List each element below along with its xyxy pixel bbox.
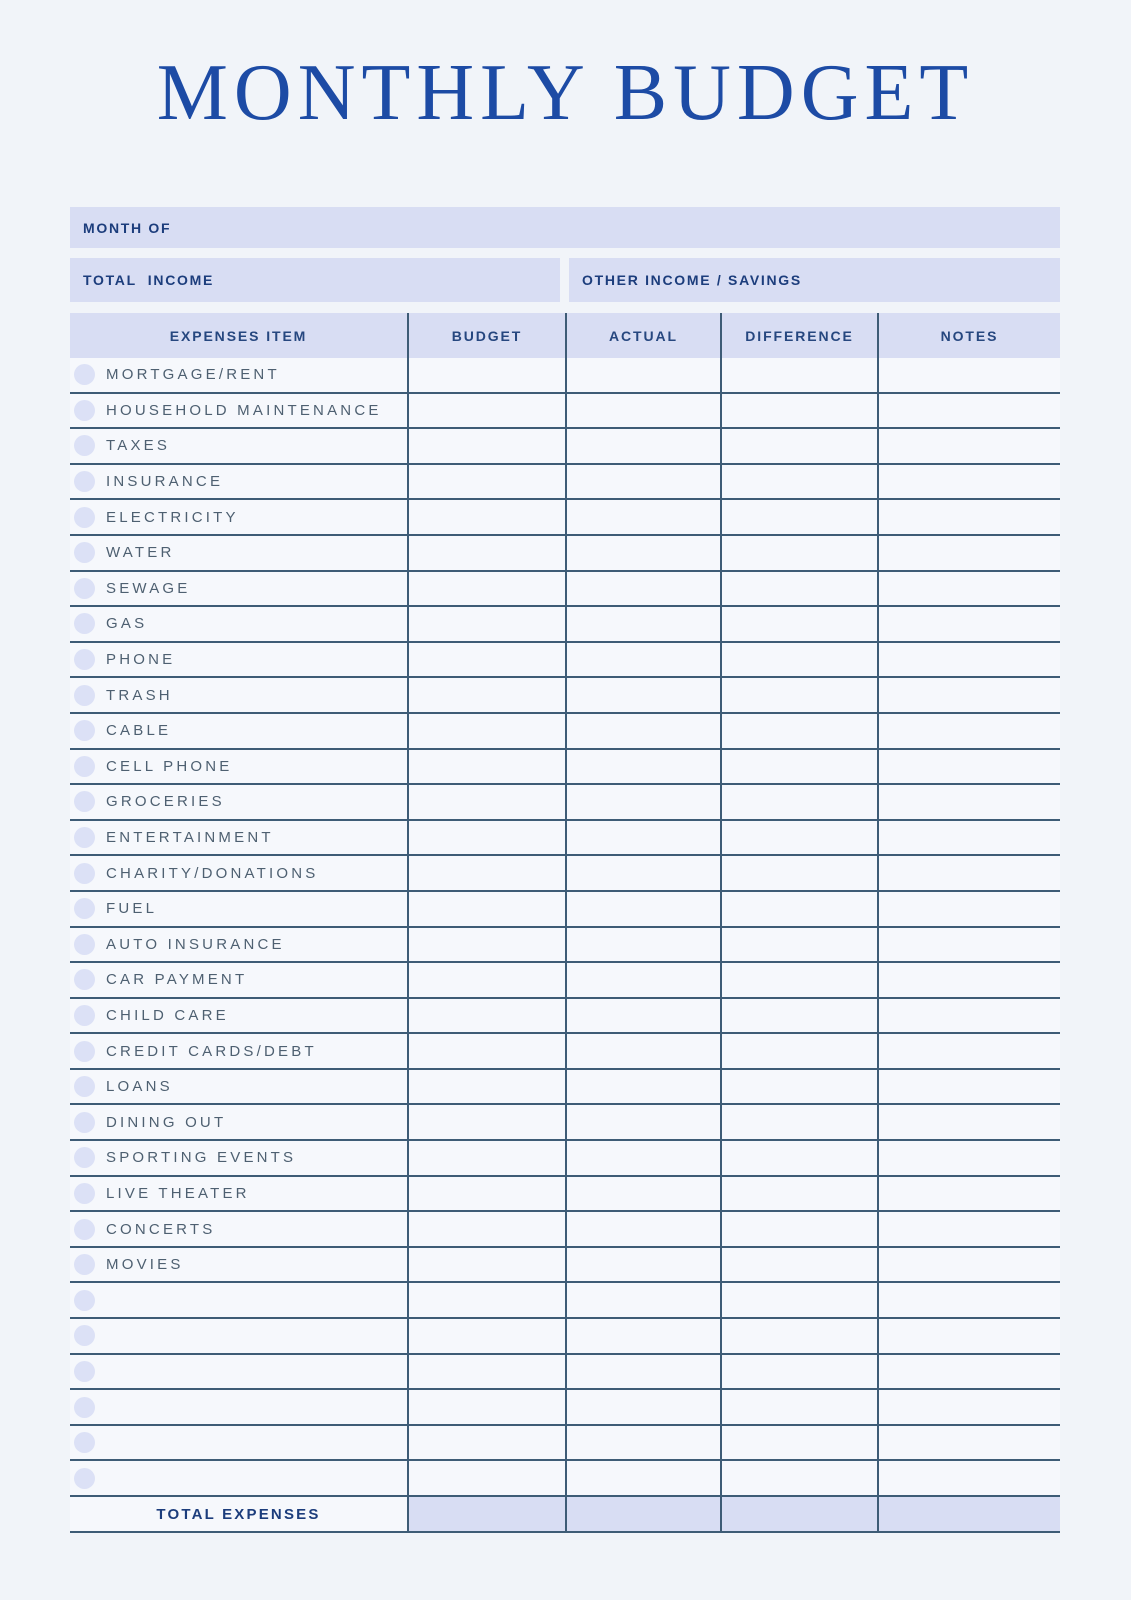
expense-item-cell (70, 1141, 407, 1175)
bullet-circle-icon (74, 1219, 95, 1240)
month-of-label: MONTH OF (83, 219, 172, 236)
expense-item-label: MORTGAGE/RENT (106, 366, 280, 384)
expense-item-cell (70, 1177, 407, 1211)
total-actual-cell[interactable] (565, 1497, 720, 1531)
budget-cell[interactable] (407, 1319, 565, 1353)
notes-cell[interactable] (877, 1248, 1060, 1282)
budget-cell[interactable] (407, 465, 565, 499)
expense-item-label: TAXES (106, 437, 171, 455)
notes-cell[interactable] (877, 1461, 1060, 1495)
actual-cell[interactable] (565, 607, 720, 641)
bullet-circle-icon (74, 827, 95, 848)
header-budget: BUDGET (407, 313, 565, 358)
table-row (70, 500, 1060, 536)
header-notes: NOTES (877, 313, 1060, 358)
expenses-table (70, 313, 1060, 1533)
expense-item-cell (70, 536, 407, 570)
table-row (70, 821, 1060, 857)
expense-item-cell (70, 678, 407, 712)
bullet-circle-icon (74, 969, 95, 990)
actual-cell[interactable] (565, 643, 720, 677)
expense-item-label: GROCERIES (106, 793, 225, 811)
budget-cell[interactable] (407, 1283, 565, 1317)
difference-cell[interactable] (720, 1283, 877, 1317)
expense-item-label: CHILD CARE (106, 1006, 229, 1024)
page-title: MONTHLY BUDGET (156, 49, 975, 137)
budget-cell[interactable] (407, 821, 565, 855)
difference-cell[interactable] (720, 1248, 877, 1282)
bullet-circle-icon (74, 507, 95, 528)
table-header-row (70, 313, 1060, 358)
expense-item-cell (70, 1034, 407, 1068)
expense-item-label: TRASH (106, 686, 173, 704)
budget-cell[interactable] (407, 643, 565, 677)
difference-cell[interactable] (720, 1390, 877, 1424)
actual-cell[interactable] (565, 1461, 720, 1495)
budget-cell[interactable] (407, 1248, 565, 1282)
bullet-circle-icon (74, 613, 95, 634)
expense-item-cell (70, 607, 407, 641)
table-row (70, 928, 1060, 964)
actual-cell[interactable] (565, 1141, 720, 1175)
total-expenses-row (70, 1497, 1060, 1533)
difference-cell[interactable] (720, 1426, 877, 1460)
table-row (70, 1355, 1060, 1391)
table-row (70, 358, 1060, 394)
expense-item-cell (70, 1355, 407, 1389)
actual-cell[interactable] (565, 963, 720, 997)
table-row (70, 1283, 1060, 1319)
difference-cell[interactable] (720, 536, 877, 570)
bullet-circle-icon (74, 1361, 95, 1382)
actual-cell[interactable] (565, 1212, 720, 1246)
difference-cell[interactable] (720, 394, 877, 428)
bullet-circle-icon (74, 1112, 95, 1133)
notes-cell[interactable] (877, 821, 1060, 855)
budget-cell[interactable] (407, 928, 565, 962)
expense-item-label: SEWAGE (106, 579, 191, 597)
table-row (70, 1212, 1060, 1248)
actual-cell[interactable] (565, 892, 720, 926)
budget-cell[interactable] (407, 1355, 565, 1389)
actual-cell[interactable] (565, 999, 720, 1033)
expense-item-cell (70, 1248, 407, 1282)
difference-cell[interactable] (720, 678, 877, 712)
difference-cell[interactable] (720, 1319, 877, 1353)
bullet-circle-icon (74, 1183, 95, 1204)
table-row (70, 1461, 1060, 1497)
expense-item-cell (70, 1283, 407, 1317)
budget-cell[interactable] (407, 500, 565, 534)
table-row (70, 643, 1060, 679)
expense-item-cell (70, 821, 407, 855)
table-row (70, 1034, 1060, 1070)
actual-cell[interactable] (565, 1177, 720, 1211)
bullet-circle-icon (74, 364, 95, 385)
total-income-label: TOTAL INCOME (83, 272, 214, 288)
budget-cell[interactable] (407, 714, 565, 748)
expense-item-label: WATER (106, 544, 175, 562)
expense-item-label: CELL PHONE (106, 757, 233, 775)
bullet-circle-icon (74, 720, 95, 741)
expense-item-cell (70, 999, 407, 1033)
total-expenses-label: TOTAL EXPENSES (156, 1505, 321, 1523)
actual-cell[interactable] (565, 1070, 720, 1104)
difference-cell[interactable] (720, 928, 877, 962)
actual-cell[interactable] (565, 1283, 720, 1317)
notes-cell[interactable] (877, 1426, 1060, 1460)
actual-cell[interactable] (565, 856, 720, 890)
expense-item-label: INSURANCE (106, 473, 224, 491)
notes-cell[interactable] (877, 1283, 1060, 1317)
notes-cell[interactable] (877, 678, 1060, 712)
expense-item-cell (70, 1461, 407, 1495)
table-row (70, 963, 1060, 999)
actual-cell[interactable] (565, 821, 720, 855)
notes-cell[interactable] (877, 500, 1060, 534)
notes-cell[interactable] (877, 1212, 1060, 1246)
budget-cell[interactable] (407, 1034, 565, 1068)
table-row (70, 892, 1060, 928)
expense-item-label: ENTERTAINMENT (106, 829, 274, 847)
total-budget-cell[interactable] (407, 1497, 565, 1531)
difference-cell[interactable] (720, 1070, 877, 1104)
expense-item-cell (70, 1390, 407, 1424)
bullet-circle-icon (74, 934, 95, 955)
expense-item-cell (70, 429, 407, 463)
actual-cell[interactable] (565, 678, 720, 712)
table-row (70, 1319, 1060, 1355)
expense-item-cell (70, 963, 407, 997)
expense-item-cell (70, 1319, 407, 1353)
budget-cell[interactable] (407, 1390, 565, 1424)
expense-item-label: HOUSEHOLD MAINTENANCE (106, 401, 382, 419)
table-row (70, 394, 1060, 430)
budget-cell[interactable] (407, 678, 565, 712)
table-row (70, 678, 1060, 714)
actual-cell[interactable] (565, 785, 720, 819)
header-actual: ACTUAL (565, 313, 720, 358)
table-row (70, 429, 1060, 465)
expense-item-cell (70, 465, 407, 499)
actual-cell[interactable] (565, 429, 720, 463)
notes-cell[interactable] (877, 1355, 1060, 1389)
budget-cell[interactable] (407, 572, 565, 606)
bullet-circle-icon (74, 791, 95, 812)
bullet-circle-icon (74, 756, 95, 777)
actual-cell[interactable] (565, 572, 720, 606)
notes-cell[interactable] (877, 1177, 1060, 1211)
notes-cell[interactable] (877, 999, 1060, 1033)
actual-cell[interactable] (565, 358, 720, 392)
expense-item-label: CREDIT CARDS/DEBT (106, 1042, 317, 1060)
table-row (70, 750, 1060, 786)
total-income-field[interactable] (70, 258, 560, 302)
difference-cell[interactable] (720, 750, 877, 784)
bullet-circle-icon (74, 435, 95, 456)
expense-item-label: SPORTING EVENTS (106, 1149, 297, 1167)
budget-cell[interactable] (407, 1212, 565, 1246)
budget-cell[interactable] (407, 536, 565, 570)
expense-item-cell (70, 785, 407, 819)
notes-cell[interactable] (877, 358, 1060, 392)
expense-item-label: CABLE (106, 722, 172, 740)
expense-item-label: MOVIES (106, 1256, 184, 1274)
expense-item-cell (70, 358, 407, 392)
bullet-circle-icon (74, 1397, 95, 1418)
bullet-circle-icon (74, 649, 95, 670)
expense-item-cell (70, 1105, 407, 1139)
expense-item-label: AUTO INSURANCE (106, 935, 285, 953)
expense-item-label: FUEL (106, 900, 158, 918)
table-row (70, 1177, 1060, 1213)
bullet-circle-icon (74, 1290, 95, 1311)
other-income-savings-field[interactable] (569, 258, 1060, 302)
total-notes-cell[interactable] (877, 1497, 1060, 1531)
budget-cell[interactable] (407, 999, 565, 1033)
difference-cell[interactable] (720, 821, 877, 855)
bullet-circle-icon (74, 1432, 95, 1453)
table-row (70, 785, 1060, 821)
difference-cell[interactable] (720, 963, 877, 997)
table-row (70, 607, 1060, 643)
bullet-circle-icon (74, 1076, 95, 1097)
difference-cell[interactable] (720, 358, 877, 392)
budget-cell[interactable] (407, 1070, 565, 1104)
budget-cell[interactable] (407, 856, 565, 890)
notes-cell[interactable] (877, 785, 1060, 819)
bullet-circle-icon (74, 685, 95, 706)
difference-cell[interactable] (720, 856, 877, 890)
table-row (70, 465, 1060, 501)
table-row (70, 714, 1060, 750)
header-expenses-item: EXPENSES ITEM (169, 327, 308, 344)
notes-cell[interactable] (877, 536, 1060, 570)
expense-item-cell (70, 750, 407, 784)
difference-cell[interactable] (720, 785, 877, 819)
difference-cell[interactable] (720, 643, 877, 677)
expense-item-label: LIVE THEATER (106, 1184, 250, 1202)
table-row (70, 1070, 1060, 1106)
difference-cell[interactable] (720, 572, 877, 606)
budget-cell[interactable] (407, 892, 565, 926)
budget-cell[interactable] (407, 394, 565, 428)
notes-cell[interactable] (877, 1141, 1060, 1175)
notes-cell[interactable] (877, 643, 1060, 677)
total-expenses-label-cell (70, 1497, 407, 1531)
notes-cell[interactable] (877, 928, 1060, 962)
expense-item-cell (70, 1212, 407, 1246)
table-row (70, 1248, 1060, 1284)
difference-cell[interactable] (720, 1105, 877, 1139)
bullet-circle-icon (74, 1254, 95, 1275)
actual-cell[interactable] (565, 536, 720, 570)
actual-cell[interactable] (565, 1034, 720, 1068)
actual-cell[interactable] (565, 1355, 720, 1389)
difference-cell[interactable] (720, 1461, 877, 1495)
budget-cell[interactable] (407, 429, 565, 463)
budget-cell[interactable] (407, 750, 565, 784)
actual-cell[interactable] (565, 465, 720, 499)
notes-cell[interactable] (877, 963, 1060, 997)
notes-cell[interactable] (877, 892, 1060, 926)
notes-cell[interactable] (877, 1070, 1060, 1104)
bullet-circle-icon (74, 1041, 95, 1062)
table-row (70, 1426, 1060, 1462)
budget-cell[interactable] (407, 1426, 565, 1460)
difference-cell[interactable] (720, 1034, 877, 1068)
expense-item-cell (70, 856, 407, 890)
expense-item-cell (70, 1426, 407, 1460)
difference-cell[interactable] (720, 892, 877, 926)
bullet-circle-icon (74, 863, 95, 884)
notes-cell[interactable] (877, 1319, 1060, 1353)
expense-item-label: CONCERTS (106, 1220, 216, 1238)
actual-cell[interactable] (565, 394, 720, 428)
notes-cell[interactable] (877, 1390, 1060, 1424)
budget-cell[interactable] (407, 1461, 565, 1495)
bullet-circle-icon (74, 471, 95, 492)
budget-cell[interactable] (407, 607, 565, 641)
difference-cell[interactable] (720, 1177, 877, 1211)
actual-cell[interactable] (565, 1248, 720, 1282)
expense-item-label: DINING OUT (106, 1113, 227, 1131)
table-row (70, 572, 1060, 608)
budget-cell[interactable] (407, 785, 565, 819)
actual-cell[interactable] (565, 1426, 720, 1460)
header-difference: DIFFERENCE (720, 313, 877, 358)
expense-item-label: CHARITY/DONATIONS (106, 864, 319, 882)
month-of-field[interactable] (70, 207, 1060, 248)
bullet-circle-icon (74, 1325, 95, 1346)
bullet-circle-icon (74, 1005, 95, 1026)
bullet-circle-icon (74, 1468, 95, 1489)
table-row (70, 1390, 1060, 1426)
table-row (70, 856, 1060, 892)
bullet-circle-icon (74, 898, 95, 919)
table-row (70, 1141, 1060, 1177)
actual-cell[interactable] (565, 1105, 720, 1139)
actual-cell[interactable] (565, 714, 720, 748)
actual-cell[interactable] (565, 928, 720, 962)
actual-cell[interactable] (565, 1319, 720, 1353)
expense-item-label: PHONE (106, 651, 176, 669)
notes-cell[interactable] (877, 607, 1060, 641)
expense-item-cell (70, 572, 407, 606)
difference-cell[interactable] (720, 1355, 877, 1389)
notes-cell[interactable] (877, 429, 1060, 463)
expense-item-cell (70, 928, 407, 962)
table-row (70, 1105, 1060, 1141)
difference-cell[interactable] (720, 999, 877, 1033)
notes-cell[interactable] (877, 714, 1060, 748)
difference-cell[interactable] (720, 607, 877, 641)
notes-cell[interactable] (877, 1105, 1060, 1139)
budget-cell[interactable] (407, 358, 565, 392)
table-body (70, 358, 1060, 1497)
expense-item-cell (70, 394, 407, 428)
actual-cell[interactable] (565, 750, 720, 784)
difference-cell[interactable] (720, 1141, 877, 1175)
expense-item-label: CAR PAYMENT (106, 971, 248, 989)
budget-cell[interactable] (407, 1141, 565, 1175)
table-row (70, 536, 1060, 572)
actual-cell[interactable] (565, 500, 720, 534)
actual-cell[interactable] (565, 1390, 720, 1424)
notes-cell[interactable] (877, 856, 1060, 890)
expense-item-cell (70, 714, 407, 748)
notes-cell[interactable] (877, 572, 1060, 606)
bullet-circle-icon (74, 578, 95, 599)
bullet-circle-icon (74, 542, 95, 563)
difference-cell[interactable] (720, 465, 877, 499)
difference-cell[interactable] (720, 500, 877, 534)
other-income-savings-label: OTHER INCOME / SAVINGS (582, 272, 802, 288)
expense-item-cell (70, 500, 407, 534)
table-row (70, 999, 1060, 1035)
expense-item-label: ELECTRICITY (106, 508, 239, 526)
notes-cell[interactable] (877, 394, 1060, 428)
expense-item-cell (70, 1070, 407, 1104)
expense-item-cell (70, 892, 407, 926)
expense-item-cell (70, 643, 407, 677)
notes-cell[interactable] (877, 750, 1060, 784)
difference-cell[interactable] (720, 429, 877, 463)
budget-cell[interactable] (407, 963, 565, 997)
notes-cell[interactable] (877, 1034, 1060, 1068)
notes-cell[interactable] (877, 465, 1060, 499)
expense-item-label: LOANS (106, 1078, 173, 1096)
difference-cell[interactable] (720, 1212, 877, 1246)
bullet-circle-icon (74, 400, 95, 421)
expense-item-label: GAS (106, 615, 148, 633)
budget-cell[interactable] (407, 1105, 565, 1139)
total-difference-cell[interactable] (720, 1497, 877, 1531)
difference-cell[interactable] (720, 714, 877, 748)
bullet-circle-icon (74, 1147, 95, 1168)
budget-cell[interactable] (407, 1177, 565, 1211)
